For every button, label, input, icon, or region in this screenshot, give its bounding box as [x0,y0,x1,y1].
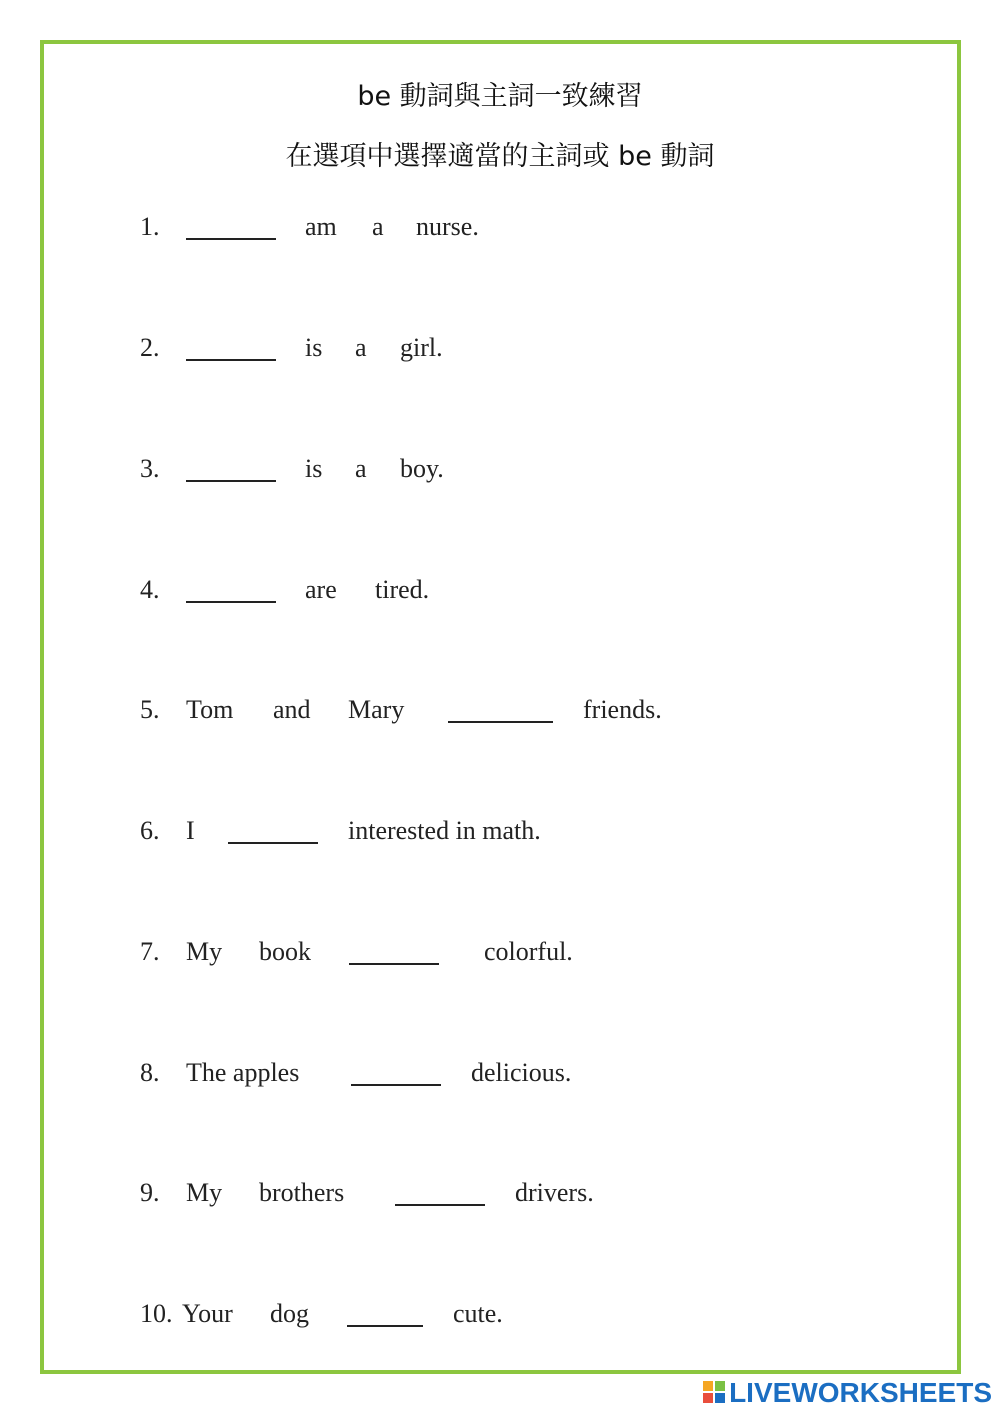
worksheet-title: be 動詞與主詞一致練習 [357,81,643,112]
answer-blank[interactable] [186,212,276,247]
word: girl. [400,333,443,362]
question-number: 6. [140,816,160,845]
word: brothers [259,1178,345,1207]
word: a [372,212,384,241]
word: Tom [186,695,234,724]
answer-blank[interactable] [395,1178,485,1213]
answer-blank[interactable] [351,1058,441,1093]
word: boy. [400,454,444,483]
word: Your [182,1299,233,1328]
word: interested in math. [348,816,541,845]
answer-blank[interactable] [349,937,439,972]
word: is [305,454,323,483]
word: delicious. [471,1058,572,1087]
word: a [355,454,367,483]
answer-blank[interactable] [186,454,276,489]
answer-blank[interactable] [186,575,276,610]
question-number: 8. [140,1058,160,1087]
question-number: 9. [140,1178,160,1207]
word: The apples [186,1058,300,1087]
word: My [186,1178,223,1207]
worksheet-instructions: 在選項中選擇適當的主詞或 be 動詞 [285,141,715,172]
word: am [305,212,337,241]
answer-blank[interactable] [186,333,276,368]
word: are [305,575,337,604]
word: drivers. [515,1178,594,1207]
answer-blank[interactable] [228,816,318,851]
question-number: 3. [140,454,160,483]
brand-name: LIVEWORKSHEETS [729,1377,992,1408]
word: and [273,695,311,724]
word: My [186,937,223,966]
word: a [355,333,367,362]
question-number: 5. [140,695,160,724]
answer-blank[interactable] [448,695,553,730]
word: book [259,937,311,966]
word: cute. [453,1299,503,1328]
question-number: 1. [140,212,160,241]
question-number: 7. [140,937,160,966]
word: is [305,333,323,362]
word: nurse. [416,212,479,241]
word: colorful. [484,937,573,966]
word: dog [270,1299,309,1328]
liveworksheets-logo [703,1377,992,1411]
word: tired. [375,575,430,604]
word: I [186,816,195,845]
question-number: 10. [140,1299,173,1328]
question-number: 2. [140,333,160,362]
word: Mary [348,695,405,724]
word: friends. [583,695,662,724]
answer-blank[interactable] [347,1299,423,1334]
liveworksheets-icon [703,1381,725,1405]
question-number: 4. [140,575,160,604]
